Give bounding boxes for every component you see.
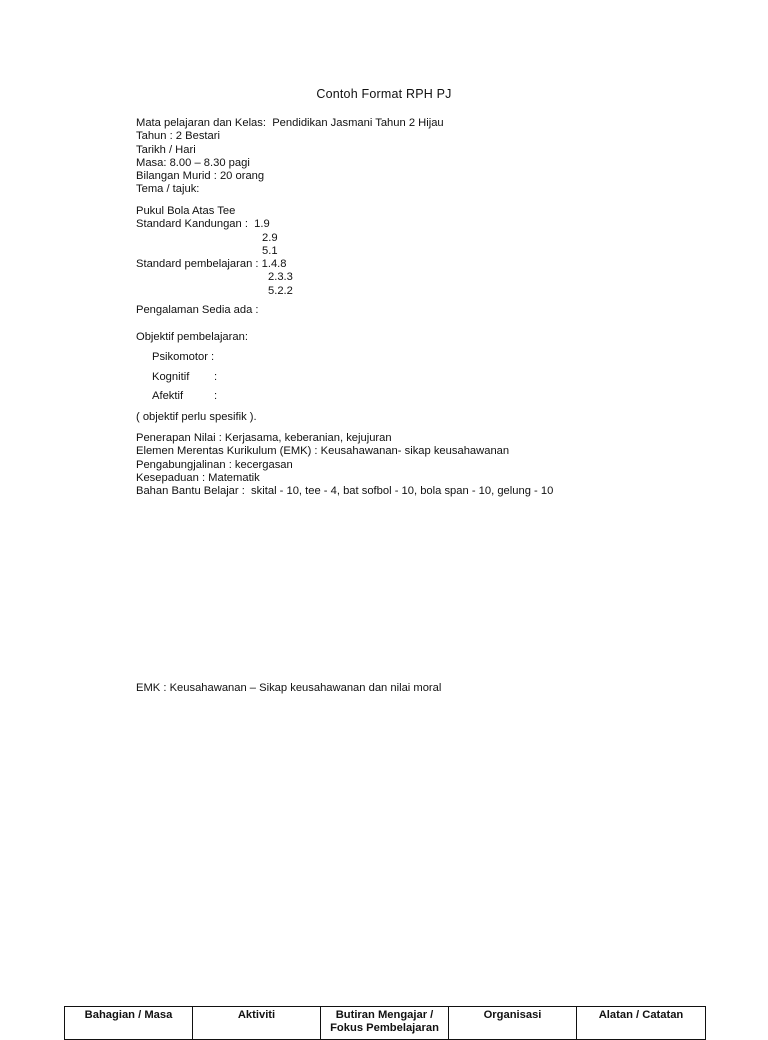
standard-pembelajaran-value: 2.3.3 xyxy=(268,271,293,284)
details-section xyxy=(136,432,696,498)
objektif-label: Afektif xyxy=(152,390,184,403)
standard-pembelajaran-value: 5.2.2 xyxy=(268,284,293,297)
objektif-label: Kognitif xyxy=(152,370,190,383)
objektif-item xyxy=(136,351,696,371)
emk-line: EMK : Keusahawanan – Sikap keusahawanan dan nilai moral xyxy=(136,682,442,694)
emk-section xyxy=(136,682,696,695)
standard-kandungan-value: 5.1 xyxy=(262,244,278,257)
standard-kandungan-line: Standard Kandungan : 1.9 xyxy=(136,218,270,231)
kesepaduan-line: Kesepaduan : Matematik xyxy=(136,471,260,484)
pengalaman-section xyxy=(136,304,696,317)
header-alatan-catatan: Alatan / Catatan xyxy=(577,1007,706,1040)
emk-detail-line: Elemen Merentas Kurikulum (EMK) : Keusahawanan- sikap keusahawanan xyxy=(136,445,510,458)
header-bahagian-masa: Bahagian / Masa xyxy=(65,1007,193,1040)
objektif-colon: : xyxy=(214,390,218,403)
objektif-heading: Objektif pembelajaran: xyxy=(136,331,248,343)
objektif-item xyxy=(136,390,696,410)
subject-class-line: Mata pelajaran dan Kelas: Pendidikan Jasmani Tahun 2 Hijau xyxy=(136,117,444,129)
bahan-bantu-line: Bahan Bantu Belajar : skital - 10, tee - 4, bat sofbol - 10, bola span - 10, gelung - 10 xyxy=(136,485,554,498)
standard-kandungan-value: 2.9 xyxy=(262,231,278,244)
header-organisasi: Organisasi xyxy=(449,1007,577,1040)
objektif-note-section xyxy=(136,411,696,424)
pengabungjalinan-line: Pengabungjalinan : kecergasan xyxy=(136,458,293,471)
time-line: Masa: 8.00 – 8.30 pagi xyxy=(136,156,250,169)
objektif-item xyxy=(136,371,696,391)
table-header-row xyxy=(65,1007,706,1040)
pengalaman-line: Pengalaman Sedia ada : xyxy=(136,304,259,316)
objektif-note: ( objektif perlu spesifik ). xyxy=(136,411,257,423)
lesson-plan-table xyxy=(64,1006,706,1040)
topic-line: Pukul Bola Atas Tee xyxy=(136,205,236,217)
header-info xyxy=(136,117,696,197)
standards-section xyxy=(136,205,696,298)
nilai-line: Penerapan Nilai : Kerjasama, keberanian, kejujuran xyxy=(136,432,392,444)
student-count-line: Bilangan Murid : 20 orang xyxy=(136,170,265,183)
header-butiran-mengajar: Butiran Mengajar / Fokus Pembelajaran xyxy=(321,1007,449,1040)
objektif-section xyxy=(136,331,696,410)
date-day-line: Tarikh / Hari xyxy=(136,143,196,156)
theme-line: Tema / tajuk: xyxy=(136,183,200,196)
objektif-colon: : xyxy=(214,370,218,383)
standard-pembelajaran-line: Standard pembelajaran : 1.4.8 xyxy=(136,258,287,271)
page-title: Contoh Format RPH PJ xyxy=(316,87,452,101)
objektif-label: Psikomotor : xyxy=(152,351,215,364)
header-aktiviti: Aktiviti xyxy=(193,1007,321,1040)
year-line: Tahun : 2 Bestari xyxy=(136,130,220,143)
